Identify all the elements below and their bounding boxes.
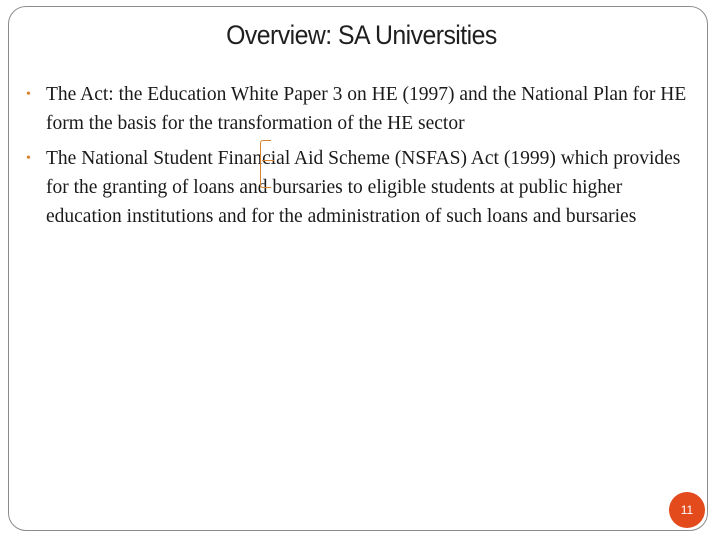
page-number-badge: 11 bbox=[669, 492, 705, 528]
text-cursor-tick bbox=[262, 160, 274, 161]
bullet-list bbox=[26, 80, 702, 237]
bullet-text: The National Student Financial Aid Scheme (NSFAS) Act (1999) which provides for the granting of loans and bursaries to eligible students at public higher education institutions and for the administration of such loans and bursaries bbox=[46, 148, 681, 227]
slide-title: Overview: SA Universities bbox=[226, 20, 497, 50]
title-area bbox=[0, 0, 720, 70]
text-cursor-bracket bbox=[260, 140, 271, 188]
bullet-text: The Act: the Education White Paper 3 on HE (1997) and the National Plan for HE form the basis for the transformation of the HE sector bbox=[46, 84, 687, 134]
bullet-icon: • bbox=[26, 151, 31, 166]
bullet-item-act bbox=[26, 80, 702, 138]
bullet-icon: • bbox=[26, 87, 31, 102]
bullet-item-nsfas bbox=[26, 144, 702, 231]
